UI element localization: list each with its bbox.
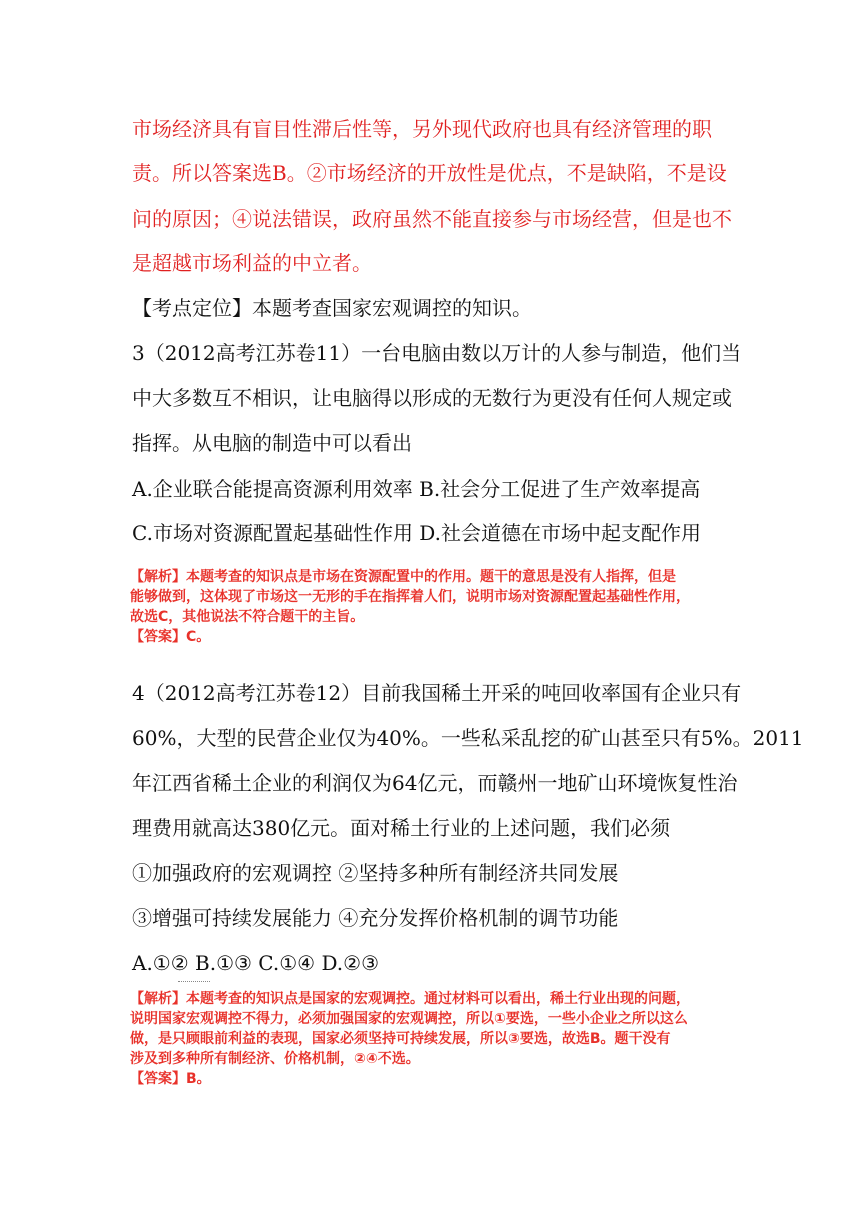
intro-line-2: 责。所以答案选B。②市场经济的开放性是优点，不是缺陷，不是设: [132, 161, 727, 185]
dotted-divider: [178, 981, 210, 982]
q4-choices-line: A.①② B.①③ C.①④ D.②③: [132, 951, 379, 975]
q4-stem-line-2: 60%，大型的民营企业仅为40%。一些私采乱挖的矿山甚至只有5%。2011: [132, 726, 804, 750]
q4-analysis-line-4: 涉及到多种所有制经济、价格机制，②④不选。: [130, 1051, 420, 1067]
q4-items-line-1: ①加强政府的宏观调控 ②坚持多种所有制经济共同发展: [132, 861, 619, 885]
exam-point-line: 【考点定位】本题考查国家宏观调控的知识。: [132, 296, 532, 320]
q3-options-line-2: C.市场对资源配置起基础性作用 D.社会道德在市场中起支配作用: [132, 521, 701, 545]
q3-analysis-line-2: 能够做到，这体现了市场这一无形的手在指挥着人们，说明市场对资源配置起基础性作用，: [130, 589, 690, 605]
q3-stem-line-3: 指挥。从电脑的制造中可以看出: [132, 431, 412, 455]
q3-options-line-1: A.企业联合能提高资源利用效率 B.社会分工促进了生产效率提高: [132, 477, 701, 501]
intro-line-4: 是超越市场利益的中立者。: [132, 251, 372, 275]
q4-items-line-2: ③增强可持续发展能力 ④充分发挥价格机制的调节功能: [132, 906, 619, 930]
q4-answer: 【答案】B。: [130, 1071, 211, 1087]
q4-stem-line-3: 年江西省稀土企业的利润仅为64亿元，而赣州一地矿山环境恢复性治: [132, 771, 738, 795]
q3-analysis-line-1: 【解析】本题考查的知识点是市场在资源配置中的作用。题干的意思是没有人指挥，但是: [130, 569, 676, 585]
q3-stem-line-1: 3（2012高考江苏卷11）一台电脑由数以万计的人参与制造，他们当: [132, 341, 742, 365]
q4-stem-line-4: 理费用就高达380亿元。面对稀土行业的上述问题，我们必须: [132, 816, 671, 840]
q3-stem-line-2: 中大多数互不相识，让电脑得以形成的无数行为更没有任何人规定或: [132, 386, 732, 410]
q4-analysis-line-2: 说明国家宏观调控不得力，必须加强国家的宏观调控，所以①要选，一些小企业之所以这么: [130, 1011, 688, 1027]
q4-analysis-block: [130, 989, 690, 1089]
q3-analysis-block: [130, 567, 690, 647]
q4-analysis-line-3: 做，是只顾眼前利益的表现，国家必须坚持可持续发展，所以③要选，故选B。题干没有: [130, 1031, 671, 1047]
intro-line-3: 问的原因；④说法错误，政府虽然不能直接参与市场经营，但是也不: [132, 207, 732, 231]
q3-answer: 【答案】C。: [130, 629, 211, 645]
q3-analysis-line-3: 故选C，其他说法不符合题干的主旨。: [130, 609, 365, 625]
intro-line-1: 市场经济具有盲目性滞后性等，另外现代政府也具有经济管理的职: [132, 117, 712, 141]
q4-analysis-line-1: 【解析】本题考查的知识点是国家的宏观调控。通过材料可以看出，稀土行业出现的问题，: [130, 991, 690, 1007]
q4-stem-line-1: 4（2012高考江苏卷12）目前我国稀土开采的吨回收率国有企业只有: [132, 681, 742, 705]
